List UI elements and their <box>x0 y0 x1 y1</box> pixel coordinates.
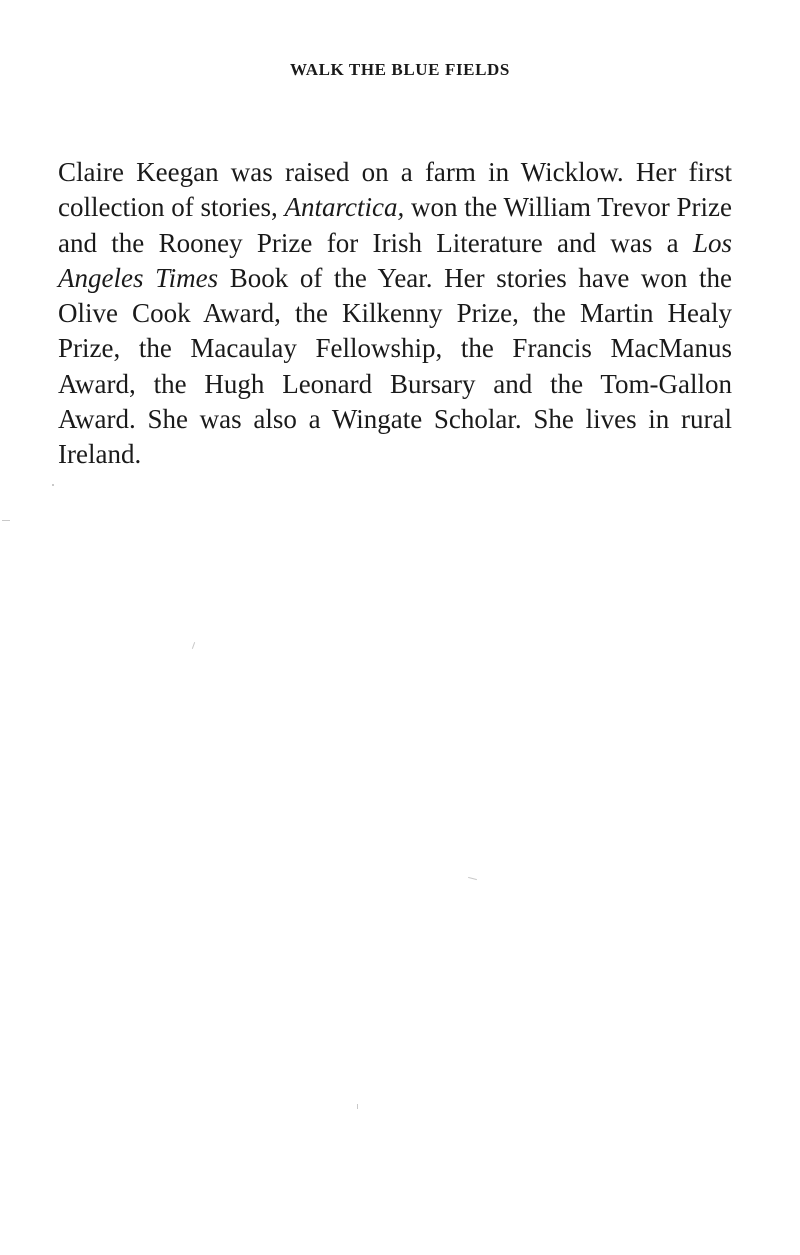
running-head: WALK THE BLUE FIELDS <box>289 60 510 79</box>
scan-speck <box>2 520 10 521</box>
bio-text-2: won the William Trevor Prize and the Rooney Prize for Irish Literature and was a <box>58 192 732 258</box>
publication-title-la-times: Los Angeles Times <box>58 227 732 293</box>
author-bio <box>58 155 732 473</box>
bio-text-1: Claire Keegan was raised on a farm in Wicklow. Her first collection of stories, <box>58 157 732 223</box>
book-title-antarctica: Antarctica, <box>284 192 405 223</box>
bio-text-3: Book of the Year. Her stories have won the Olive Cook Award, the Kilkenny Prize, the Martin Healy Prize, the Macaulay Fellowship, the Francis MacManus Award, the Hugh Leonard Bursary and the Tom-Gallon Award. She was also a Wingate Scholar. She lives in rural Ireland. <box>58 262 732 470</box>
scan-speck <box>357 1104 358 1109</box>
scan-speck <box>468 877 477 880</box>
scan-speck <box>52 484 54 486</box>
scan-speck <box>192 642 195 649</box>
